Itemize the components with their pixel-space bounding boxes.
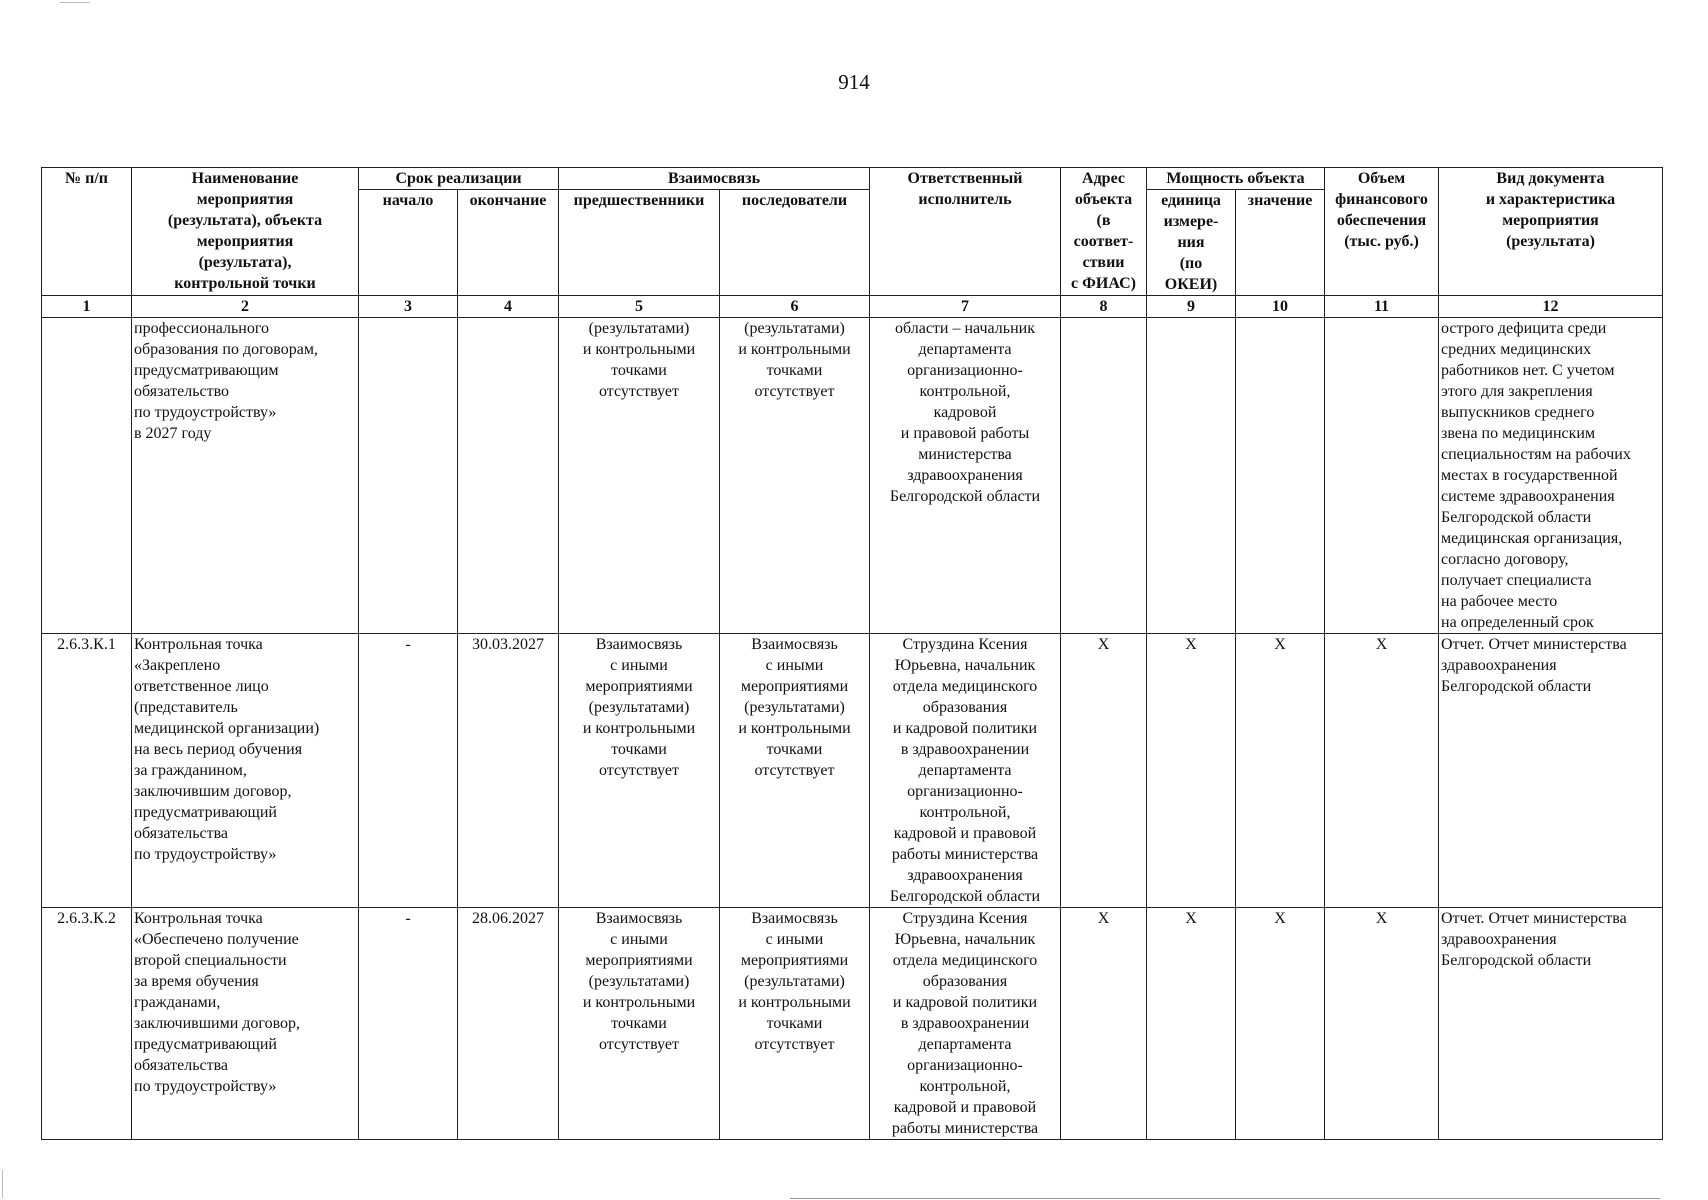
scan-artifact-top-line [60,2,90,3]
cell-start: - [359,634,458,908]
cell-doc: Отчет. Отчет министерства здравоохранения Белгородской области [1439,634,1663,908]
cell-start: - [359,908,458,1140]
cell-num: 2.6.3.К.2 [42,908,132,1140]
cell-name: Контрольная точка «Закреплено ответственное лицо (представитель медицинской организации) на весь период обучения за гражданином, заключившим договор, предусматривающий обязательства по трудоустройству» [132,634,359,908]
cell-value: X [1236,634,1325,908]
header-term: Срок реализации [359,168,559,190]
table-row [42,318,1663,634]
cell-finance: X [1325,634,1439,908]
table-row [42,908,1663,1140]
cell-pred: Взаимосвязь с иными мероприятиями (результатами) и контрольными точками отсутствует [559,908,720,1140]
column-number: 4 [458,296,559,318]
cell-pred: Взаимосвязь с иными мероприятиями (результатами) и контрольными точками отсутствует [559,634,720,908]
column-number: 2 [132,296,359,318]
header-num: № п/п [42,168,132,296]
cell-responsible: Струздина Ксения Юрьевна, начальник отдела медицинского образования и кадровой политики в здравоохранении департамента организационно- контрольной, кадровой и правовой работы министерства [870,908,1061,1140]
cell-finance [1325,318,1439,634]
cell-responsible: области – начальник департамента организационно- контрольной, кадровой и правовой работы министерства здравоохранения Белгородской области [870,318,1061,634]
header-link: Взаимосвязь [559,168,870,190]
column-number: 1 [42,296,132,318]
header-term-end: окончание [458,190,559,296]
cell-unit: X [1147,908,1236,1140]
header-capacity-value: значение [1236,190,1325,296]
cell-unit [1147,318,1236,634]
header-link-succ: последователи [720,190,870,296]
column-number: 12 [1439,296,1663,318]
cell-address [1061,318,1147,634]
cell-succ: Взаимосвязь с иными мероприятиями (результатами) и контрольными точками отсутствует [720,908,870,1140]
cell-value [1236,318,1325,634]
header-name: Наименование мероприятия (результата), объекта мероприятия (результата), контрольной точки [132,168,359,296]
header-address: Адрес объекта (в соответ- ствии с ФИАС) [1061,168,1147,296]
cell-value: X [1236,908,1325,1140]
cell-num [42,318,132,634]
cell-responsible: Струздина Ксения Юрьевна, начальник отдела медицинского образования и кадровой политики в здравоохранении департамента организационно- контрольной, кадровой и правовой работы министерства здравоохранения Белгородской области [870,634,1061,908]
activity-plan-table [41,167,1663,1140]
column-number-row [42,296,1663,318]
cell-end: 30.03.2027 [458,634,559,908]
cell-finance: X [1325,908,1439,1140]
cell-start [359,318,458,634]
cell-name: профессионального образования по договорам, предусматривающим обязательство по трудоустройству» в 2027 году [132,318,359,634]
column-number: 10 [1236,296,1325,318]
column-number: 7 [870,296,1061,318]
header-responsible: Ответственный исполнитель [870,168,1061,296]
column-number: 6 [720,296,870,318]
cell-end [458,318,559,634]
header-capacity: Мощность объекта [1147,168,1325,190]
header-row-top [42,168,1663,190]
cell-succ: (результатами) и контрольными точками отсутствует [720,318,870,634]
cell-doc: Отчет. Отчет министерства здравоохранения Белгородской области [1439,908,1663,1140]
cell-name: Контрольная точка «Обеспечено получение второй специальности за время обучения гражданами, заключившими договор, предусматривающий обязательства по трудоустройству» [132,908,359,1140]
column-number: 3 [359,296,458,318]
cell-num: 2.6.3.К.1 [42,634,132,908]
cell-end: 28.06.2027 [458,908,559,1140]
header-term-start: начало [359,190,458,296]
header-capacity-unit: единица измере- ния (по ОКЕИ) [1147,190,1236,296]
header-doc: Вид документа и характеристика мероприятия (результата) [1439,168,1663,296]
scan-artifact-left-edge [2,1170,3,1198]
scan-artifact-bottom-line [790,1198,1660,1199]
table-row [42,634,1663,908]
column-number: 11 [1325,296,1439,318]
cell-unit: X [1147,634,1236,908]
column-number: 9 [1147,296,1236,318]
cell-address: X [1061,908,1147,1140]
cell-succ: Взаимосвязь с иными мероприятиями (результатами) и контрольными точками отсутствует [720,634,870,908]
column-number: 5 [559,296,720,318]
cell-pred: (результатами) и контрольными точками отсутствует [559,318,720,634]
header-link-pred: предшественники [559,190,720,296]
header-finance: Объем финансового обеспечения (тыс. руб.) [1325,168,1439,296]
cell-address: X [1061,634,1147,908]
column-number: 8 [1061,296,1147,318]
cell-doc: острого дефицита среди средних медицинских работников нет. С учетом этого для закрепления выпускников среднего звена по медицинским специальностям на рабочих местах в государственной системе здравоохранения Белгородской области медицинская организация, согласно договору, получает специалиста на рабочее место на определенный срок [1439,318,1663,634]
page-number: 914 [838,70,870,94]
